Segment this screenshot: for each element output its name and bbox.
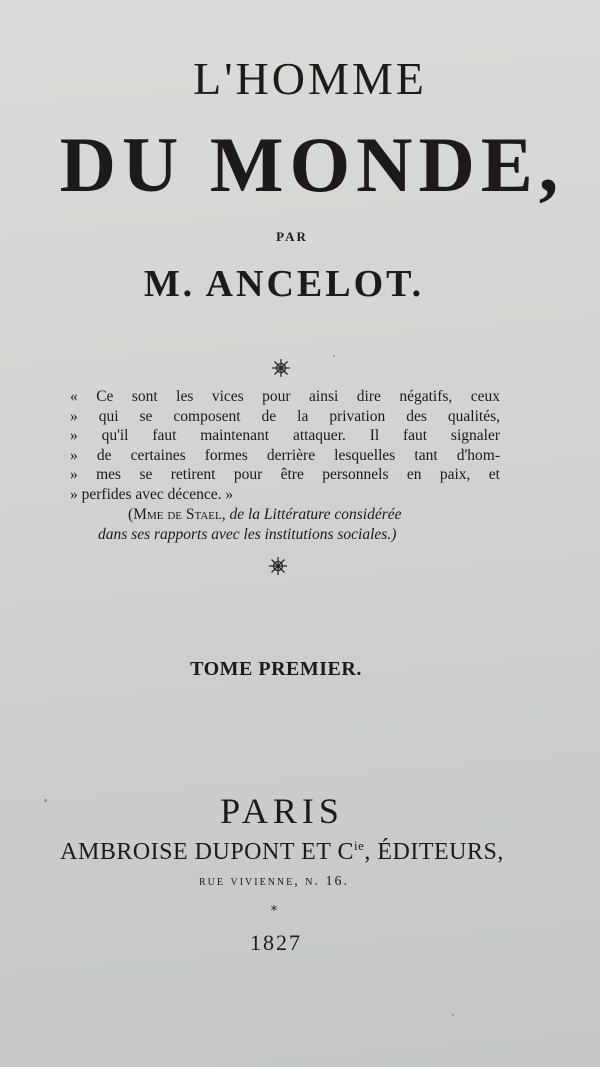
paper-speck: [452, 1014, 454, 1016]
ornament-icon: [268, 556, 288, 576]
epigraph-line: » qui se composent de la privation des qualités,: [70, 407, 500, 425]
star-icon: *: [270, 904, 278, 919]
author-name: M. ANCELOT.: [143, 263, 425, 305]
paper-speck: [333, 355, 335, 357]
epigraph-line: » de certaines formes derrière lesquelles tant d'hom-: [70, 446, 500, 464]
attribution-prefix: (Mme: [128, 506, 168, 523]
imprint-city: PARIS: [220, 791, 344, 831]
publisher-superscript: ie: [353, 838, 365, 853]
ornament-icon: [271, 358, 291, 378]
epigraph-line: » mes se retirent pour être personnels en paix, et: [70, 466, 500, 484]
attribution-line-2: dans ses rapports avec les institutions sociales.): [98, 526, 397, 543]
attribution-line-1: [98, 505, 508, 525]
paper-speck: [44, 799, 47, 802]
epigraph-line: » qu'il faut maintenant attaquer. Il faut signaler: [70, 427, 500, 445]
epigraph-line: » perfides avec décence. »: [70, 485, 234, 503]
imprint-address: rue vivienne, n. 16.: [199, 874, 349, 889]
epigraph-attribution: [98, 505, 508, 545]
title-line-1: L'HOMME: [193, 53, 427, 104]
byline-par: PAR: [276, 229, 308, 244]
title-line-2: DU MONDE,: [59, 121, 565, 208]
epigraph-line: « Ce sont les vices pour ainsi dire négatifs, ceux: [70, 388, 500, 405]
imprint-publisher: [0, 838, 582, 866]
publisher-main: AMBROISE DUPONT ET C: [60, 839, 354, 865]
imprint-year: 1827: [250, 930, 302, 955]
attribution-work: , de la Littérature considérée: [221, 506, 402, 523]
publisher-tail: , ÉDITEURS,: [364, 839, 504, 865]
epigraph-quote: [70, 387, 500, 505]
attribution-name: de Stael: [167, 506, 222, 523]
volume-label: TOME PREMIER.: [190, 658, 362, 680]
